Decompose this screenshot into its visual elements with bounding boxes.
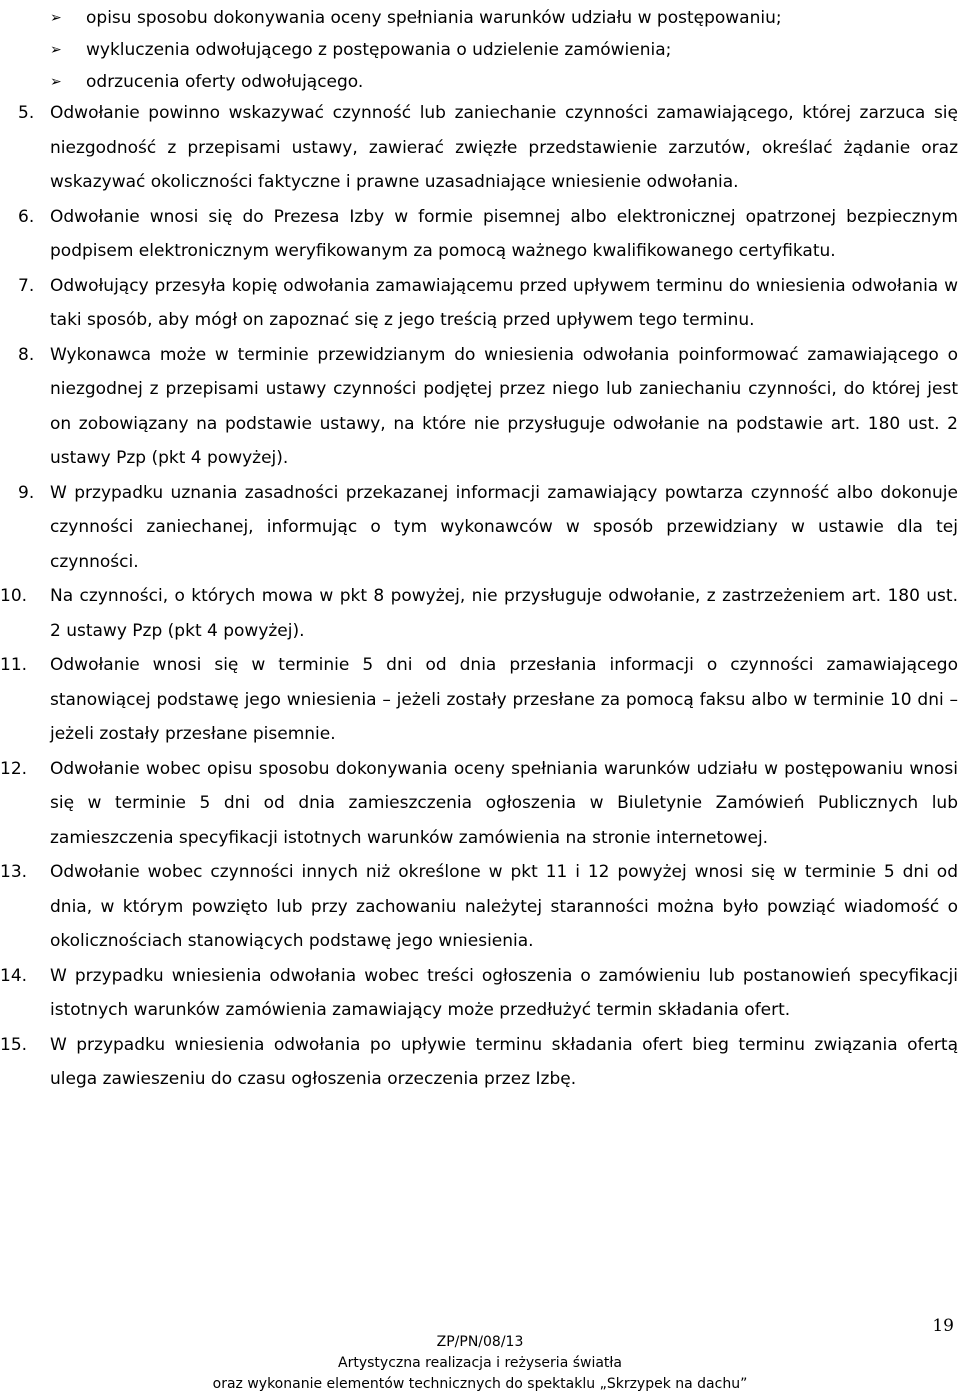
numbered-list xyxy=(0,96,960,1097)
item-number: 6. xyxy=(18,206,35,227)
item-text: Na czynności, o których mowa w pkt 8 powyżej, nie przysługuje odwołanie, z zastrzeżeniem art. 180 ust. 2 ustawy Pzp (pkt 4 powyżej). xyxy=(50,586,958,641)
bullet-item xyxy=(50,66,958,98)
list-item xyxy=(0,648,960,752)
item-text: Odwołanie wobec czynności innych niż określone w pkt 11 i 12 powyżej wnosi się w terminie 5 dni od dnia, w którym powzięto lub przy zachowaniu należytej staranności można było powziąć wiadomość o okolicznościach stanowiących podstawę jego wniesienia. xyxy=(50,862,958,951)
arrowhead-bullet-icon: ➢ xyxy=(50,10,62,26)
list-item xyxy=(0,338,960,476)
item-text: Odwołanie wobec opisu sposobu dokonywania oceny spełniania warunków udziału w postępowaniu wnosi się w terminie 5 dni od dnia zamieszczenia ogłoszenia w Biuletynie Zamówień Publicznych lub zamieszczenia specyfikacji istotnych warunków zamówienia na stronie internetowej. xyxy=(50,758,958,848)
page-number: 19 xyxy=(932,1316,954,1336)
item-text: Odwołujący przesyła kopię odwołania zamawiającemu przed upływem terminu do wniesienia odwołania w taki sposób, aby mógł on zapoznać się z jego treścią przed upływem tego terminu. xyxy=(50,275,958,330)
arrowhead-bullet-icon: ➢ xyxy=(50,42,62,58)
item-number: 13. xyxy=(0,862,28,882)
item-text: W przypadku wniesienia odwołania po upływie terminu składania ofert bieg terminu związania ofertą ulega zawieszeniu do czasu ogłoszenia orzeczenia przez Izbę. xyxy=(50,1034,958,1089)
list-item xyxy=(0,269,960,338)
bullet-text: odrzucenia oferty odwołującego. xyxy=(86,72,364,92)
item-number: 12. xyxy=(0,758,28,779)
item-text: W przypadku uznania zasadności przekazanej informacji zamawiający powtarza czynność albo dokonuje czynności zaniechanej, informując o tym wykonawców w sposób przewidziany w ustawie dla tej czynności. xyxy=(50,482,958,572)
list-item xyxy=(0,959,960,1028)
item-number: 5. xyxy=(18,103,35,123)
page-footer xyxy=(0,1332,960,1395)
item-number: 14. xyxy=(0,965,28,986)
list-item xyxy=(0,96,960,200)
item-text: W przypadku wniesienia odwołania wobec treści ogłoszenia o zamówieniu lub postanowień specyfikacji istotnych warunków zamówienia zamawiający może przedłużyć termin składania ofert. xyxy=(50,965,958,1020)
footer-title-line: oraz wykonanie elementów technicznych do spektaklu „Skrzypek na dachu” xyxy=(212,1376,748,1392)
bullet-text: wykluczenia odwołującego z postępowania o udzielenie zamówienia; xyxy=(86,40,672,60)
item-text: Wykonawca może w terminie przewidzianym do wniesienia odwołania poinformować zamawiającego o niezgodnej z przepisami ustawy czynności podjętej przez niego lub zaniechaniu czynności, do której jest on zobowiązany na podstawie ustawy, na które nie przysługuje odwołanie na podstawie art. 180 ust. 2 ustawy Pzp (pkt 4 powyżej). xyxy=(50,344,958,468)
list-item xyxy=(0,476,960,580)
bullet-list xyxy=(50,2,958,98)
list-item xyxy=(0,752,960,856)
list-item xyxy=(0,579,960,648)
bullet-item xyxy=(50,34,958,66)
item-text: Odwołanie wnosi się w terminie 5 dni od dnia przesłania informacji o czynności zamawiającego stanowiącej podstawę jego wniesienia – jeżeli zostały przesłane za pomocą faksu albo w terminie 10 dni – jeżeli zostały przesłane pisemnie. xyxy=(50,655,958,744)
item-number: 10. xyxy=(0,586,28,606)
item-number: 8. xyxy=(18,344,35,365)
list-item xyxy=(0,200,960,269)
item-number: 11. xyxy=(0,655,28,675)
item-number: 15. xyxy=(0,1034,28,1055)
item-number: 7. xyxy=(18,275,35,296)
item-text: Odwołanie powinno wskazywać czynność lub zaniechanie czynności zamawiającego, której zarzuca się niezgodność z przepisami ustawy, zawierać zwięzłe przedstawienie zarzutów, określać żądanie oraz wskazywać okoliczności faktyczne i prawne uzasadniające wniesienie odwołania. xyxy=(50,103,958,192)
list-item xyxy=(0,855,960,959)
bullet-item xyxy=(50,2,958,34)
bullet-text: opisu sposobu dokonywania oceny spełniania warunków udziału w postępowaniu; xyxy=(86,8,782,28)
footer-title-line: Artystyczna realizacja i reżyseria światła xyxy=(338,1355,622,1371)
item-text: Odwołanie wnosi się do Prezesa Izby w formie pisemnej albo elektronicznej opatrzonej bezpiecznym podpisem elektronicznym weryfikowanym za pomocą ważnego kwalifikowanego certyfikatu. xyxy=(50,206,958,261)
arrowhead-bullet-icon: ➢ xyxy=(50,74,62,90)
list-item xyxy=(0,1028,960,1097)
item-number: 9. xyxy=(18,482,35,503)
footer-reference: ZP/PN/08/13 xyxy=(436,1334,524,1350)
